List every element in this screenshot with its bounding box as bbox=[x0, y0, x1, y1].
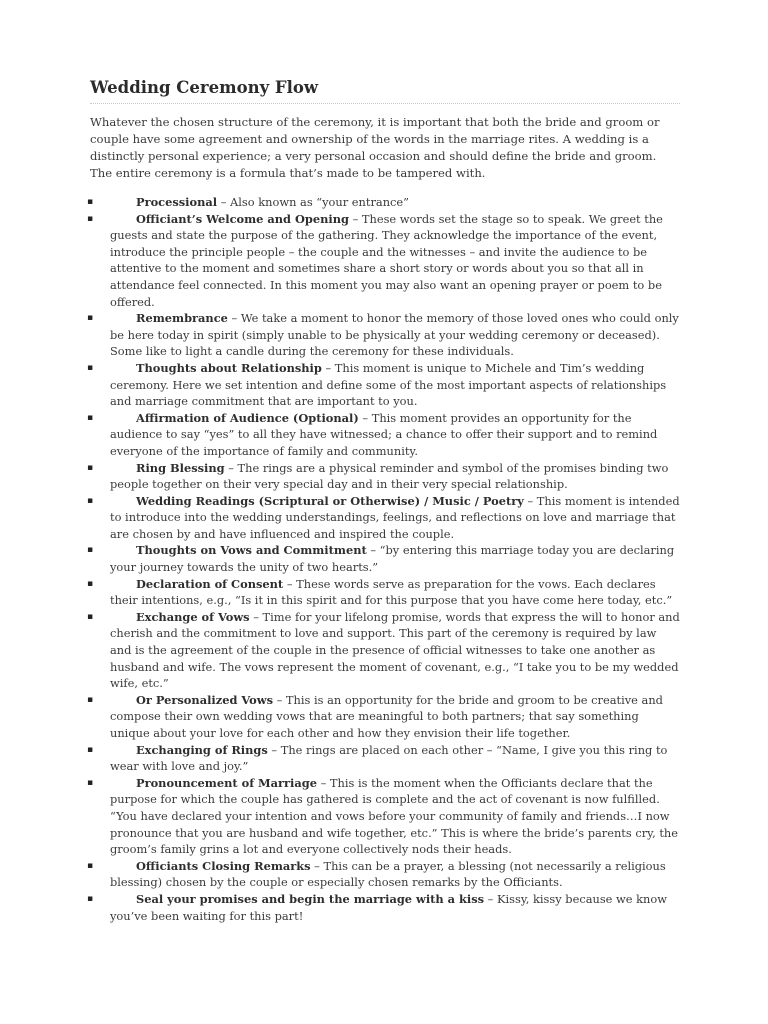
step-description: – Time for your lifelong promise, words that express the will to honor and cherish and the commitment to love and support. This part of the ceremony is required by law and is the agreement of the couple in the presence of official witnesses to take one another as husband and wife. The vows represent the moment of covenant, e.g., “I take you to be my wedded wife, etc.” bbox=[110, 609, 680, 691]
step-description: – This is the moment when the Officiants declare that the purpose for which the couple has gathered is complete and the act of covenant is now fulfilled. “You have declared your intention and vows before your community of family and friends…I now pronounce that you are husband and wife together, etc.” This is where the bride’s parents cry, the groom’s family grins a lot and everyone collectively nods their heads. bbox=[110, 775, 678, 857]
bullet-icon: ▪ bbox=[87, 694, 94, 705]
step-heading: Thoughts about Relationship bbox=[136, 360, 322, 375]
step-description: – We take a moment to honor the memory of those loved ones who could only be here today in spirit (simply unable to be physically at your wedding ceremony or deceased). Some like to light a candle during the ceremony for these individuals. bbox=[110, 311, 679, 359]
step-heading: Officiants Closing Remarks bbox=[136, 858, 311, 873]
step-heading: Thoughts on Vows and Commitment bbox=[136, 543, 367, 558]
list-item bbox=[87, 742, 680, 775]
step-description: – This moment is unique to Michele and Tim’s wedding ceremony. Here we set intention and define some of the most important aspects of relationships and marriage commitment that are important to you. bbox=[110, 360, 667, 409]
document-page bbox=[87, 78, 680, 924]
bullet-icon: ▪ bbox=[87, 744, 94, 755]
list-item bbox=[87, 891, 680, 924]
list-item bbox=[87, 194, 680, 211]
list-item bbox=[87, 460, 680, 493]
step-description: – The rings are a physical reminder and symbol of the promises binding two people together on their very special day and in their very special relationship. bbox=[110, 460, 669, 492]
bullet-icon: ▪ bbox=[87, 860, 94, 871]
bullet-icon: ▪ bbox=[87, 893, 94, 904]
step-description: – These words set the stage so to speak. We greet the guests and state the purpose of the gathering. They acknowledge the importance of the event, introduce the principle people – the couple and the witnesses – and invite the audience to be attentive to the moment and sometimes share a short story or words about you so that all in attendance feel connected. In this moment you may also want an opening prayer or poem to be offered. bbox=[110, 211, 663, 309]
step-heading: Exchanging of Rings bbox=[136, 742, 268, 757]
step-description: – These words serve as preparation for the vows. Each declares their intentions, e.g., “Is it in this spirit and for this purpose that you have come here today, etc.” bbox=[110, 576, 673, 608]
step-description: – This moment provides an opportunity for the audience to say “yes” to all they have witnessed; a chance to offer their support and to remind everyone of the importance of family and community. bbox=[110, 410, 658, 458]
bullet-icon: ▪ bbox=[87, 412, 94, 423]
step-heading: Declaration of Consent bbox=[136, 576, 284, 591]
step-description: – “by entering this marriage today you are declaring your journey towards the unity of two hearts.” bbox=[110, 543, 675, 575]
bullet-icon: ▪ bbox=[87, 495, 94, 506]
step-heading: Officiant’s Welcome and Opening bbox=[136, 211, 349, 226]
bullet-icon: ▪ bbox=[87, 545, 94, 556]
step-description: – The rings are placed on each other – “Name, I give you this ring to wear with love and joy.” bbox=[110, 742, 668, 774]
bullet-icon: ▪ bbox=[87, 197, 94, 207]
step-description: – This is an opportunity for the bride and groom to be creative and compose their own wedding vows that are meaningful to both partners; that say something unique about your love for each other and how they envision their life together. bbox=[110, 692, 663, 740]
list-item bbox=[87, 211, 680, 311]
bullet-icon: ▪ bbox=[87, 213, 94, 224]
page-title: Wedding Ceremony Flow bbox=[90, 78, 680, 104]
step-description: – Kissy, kissy because we know you’ve been waiting for this part! bbox=[110, 891, 667, 923]
step-heading: Ring Blessing bbox=[136, 460, 225, 475]
list-item bbox=[87, 858, 680, 891]
step-heading: Affirmation of Audience (Optional) bbox=[136, 410, 359, 425]
bullet-icon: ▪ bbox=[87, 611, 94, 622]
list-item bbox=[87, 542, 680, 575]
ceremony-steps-list bbox=[87, 194, 680, 924]
step-heading: Exchange of Vows bbox=[136, 609, 250, 624]
list-item bbox=[87, 775, 680, 858]
list-item bbox=[87, 692, 680, 742]
step-heading: Pronouncement of Marriage bbox=[136, 775, 317, 790]
bullet-icon: ▪ bbox=[87, 313, 94, 324]
step-heading: Or Personalized Vows bbox=[136, 692, 273, 707]
list-item bbox=[87, 360, 680, 410]
bullet-icon: ▪ bbox=[87, 578, 94, 589]
step-heading: Seal your promises and begin the marriage with a kiss bbox=[136, 891, 485, 906]
step-description: – This moment is intended to introduce into the wedding understandings, feelings, and reflections on love and marriage that are chosen by and have influenced and inspired the couple. bbox=[110, 493, 680, 541]
bullet-icon: ▪ bbox=[87, 462, 94, 473]
step-heading: Processional bbox=[136, 195, 218, 209]
list-item bbox=[87, 609, 680, 692]
list-item bbox=[87, 576, 680, 609]
intro-paragraph: Whatever the chosen structure of the ceremony, it is important that both the bride and groom or couple have some agreement and ownership of the words in the marriage rites. A wedding is a distinctly personal experience; a very personal occasion and should define the bride and groom. The entire ceremony is a formula that’s made to be tampered with. bbox=[90, 115, 660, 180]
list-item bbox=[87, 310, 680, 360]
step-description: – Also known as “your entrance” bbox=[217, 195, 409, 209]
bullet-icon: ▪ bbox=[87, 362, 94, 373]
list-item bbox=[87, 410, 680, 460]
bullet-icon: ▪ bbox=[87, 777, 94, 788]
step-heading: Remembrance bbox=[136, 311, 228, 326]
step-heading: Wedding Readings (Scriptural or Otherwise) / Music / Poetry bbox=[136, 493, 524, 508]
list-item bbox=[87, 493, 680, 543]
step-description: – This can be a prayer, a blessing (not necessarily a religious blessing) chosen by the couple or especially chosen remarks by the Officiants. bbox=[110, 858, 666, 890]
